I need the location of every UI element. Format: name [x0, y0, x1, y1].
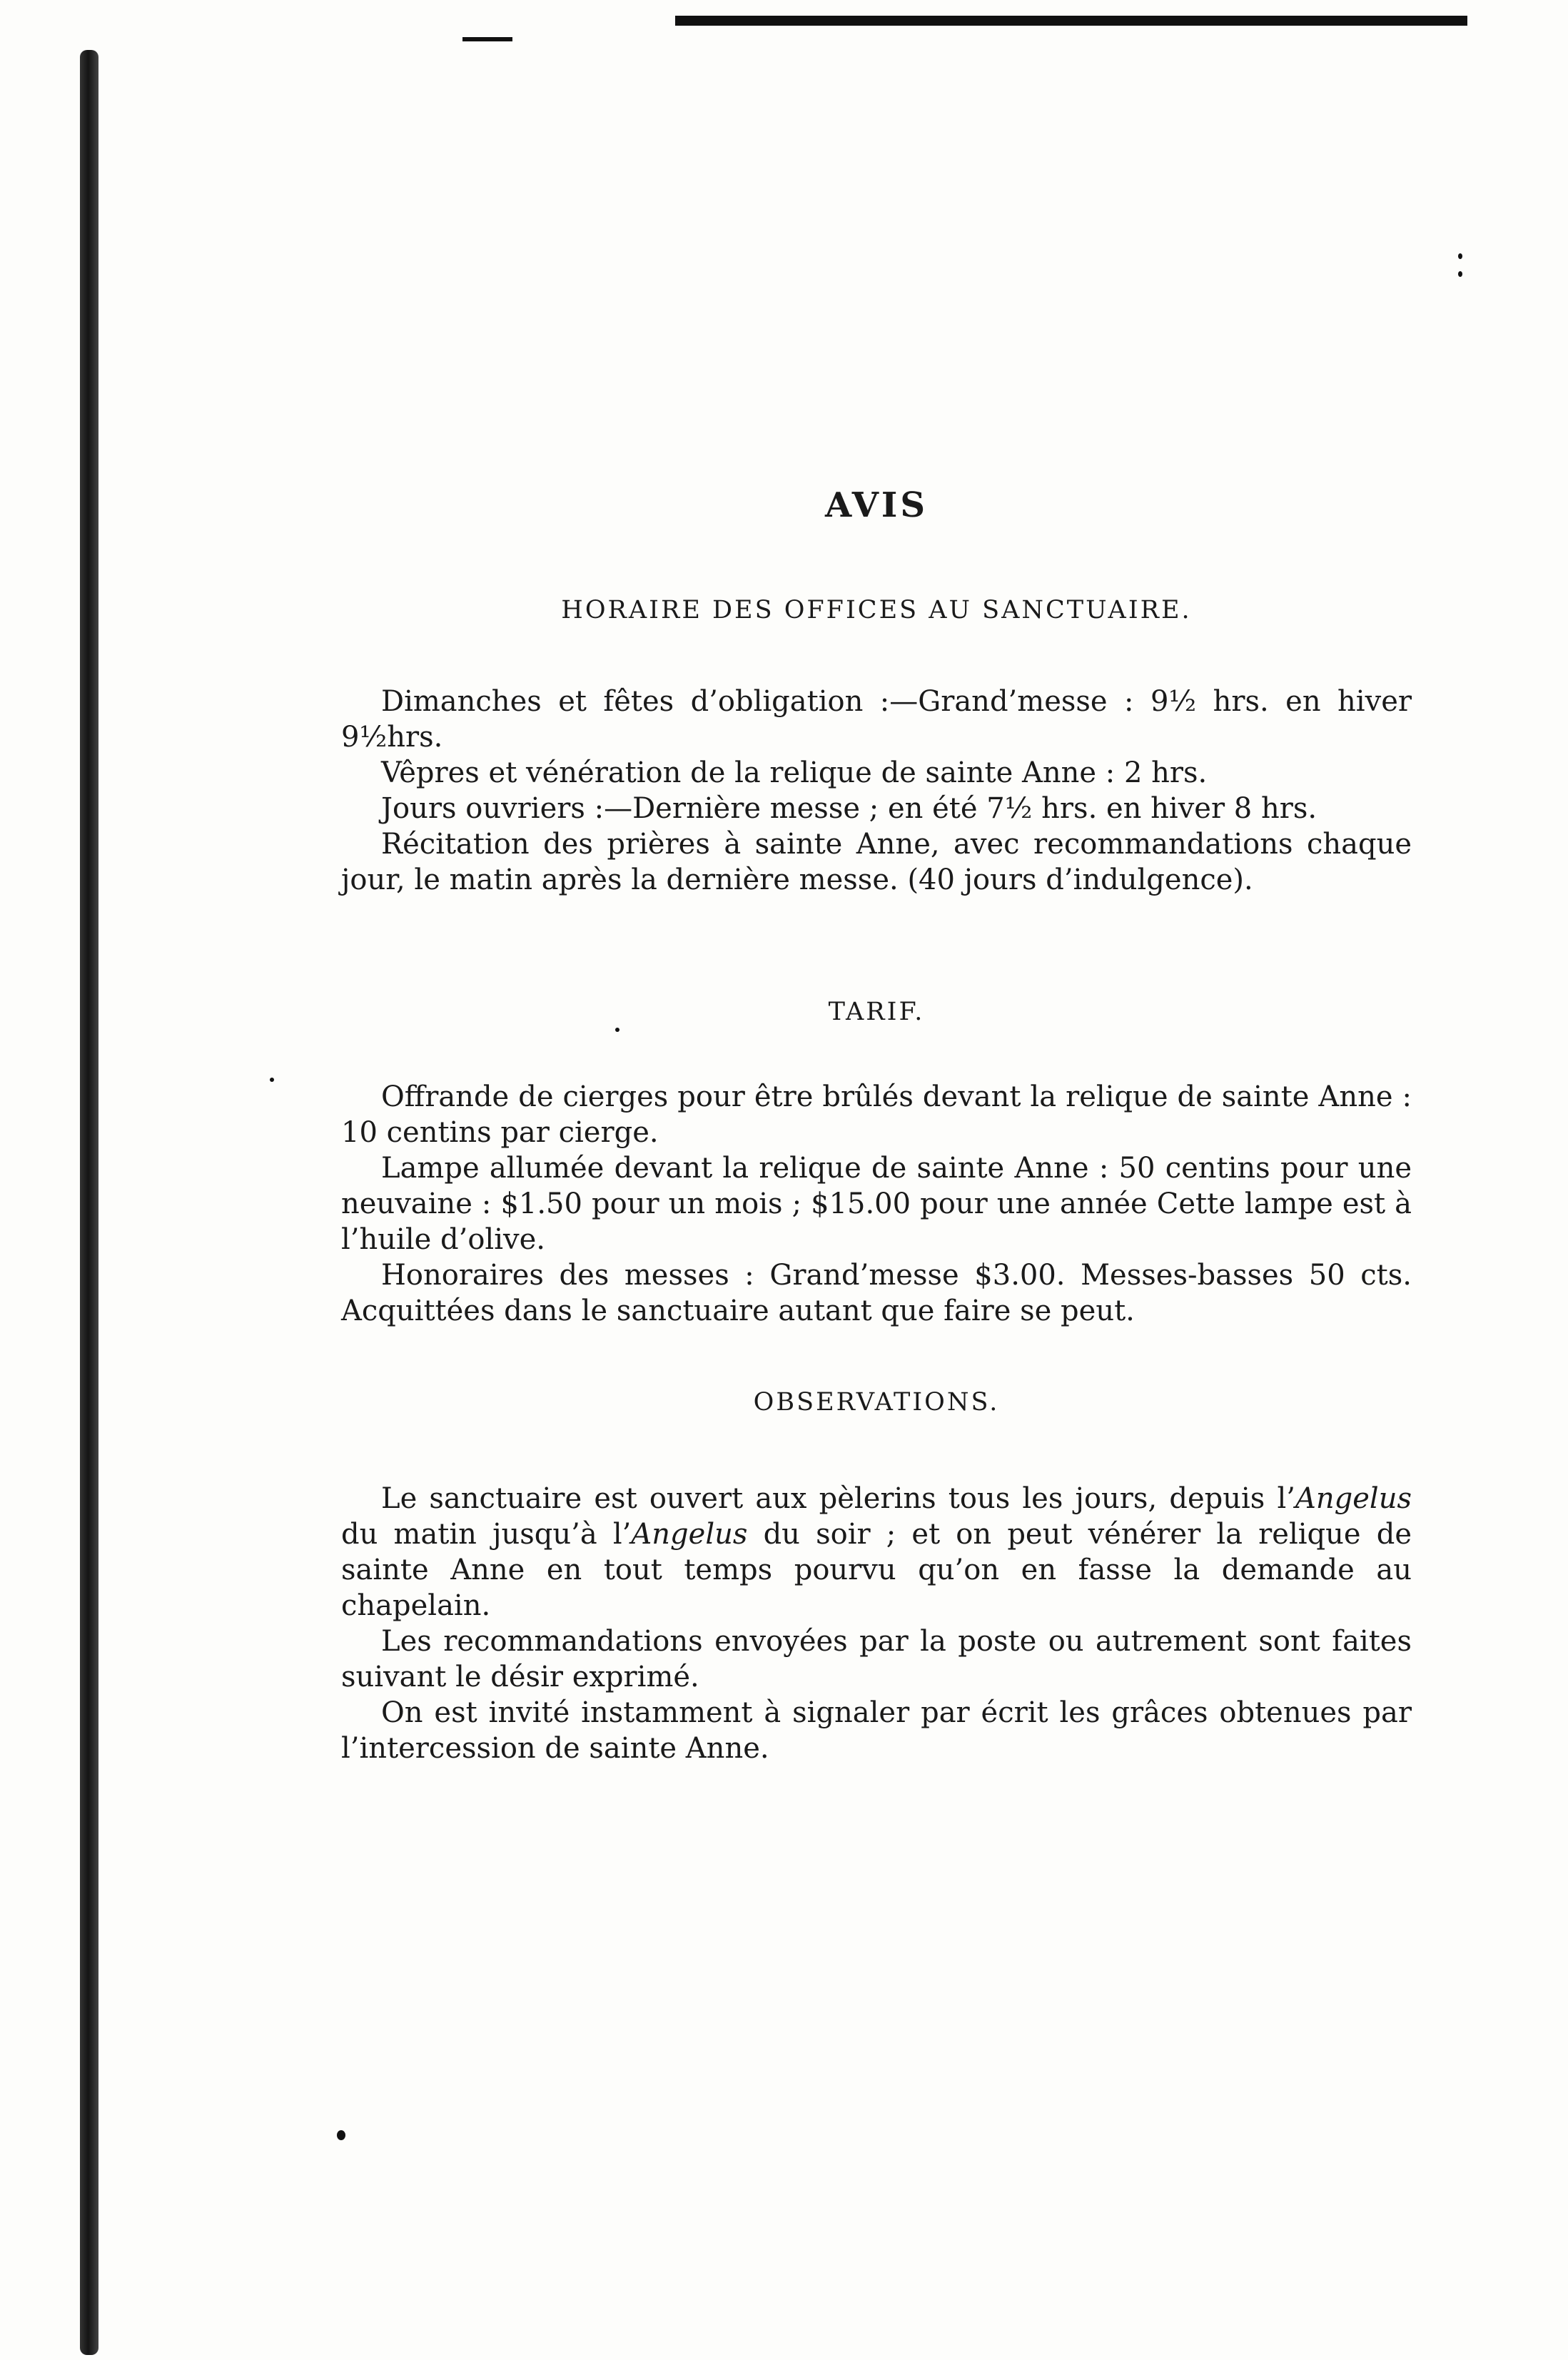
- observations-paragraph: Les recommandations envoyées par la poste ou autrement sont faites suivant le désir exprimé.: [341, 1625, 1412, 1693]
- heading-tarif: TARIF.: [828, 998, 925, 1026]
- speck: [1458, 253, 1462, 259]
- speck: [337, 2130, 345, 2140]
- top-rule-short: [462, 37, 512, 41]
- tarif-paragraph: Honoraires des messes : Grand’messe $3.00. Messes-basses 50 cts. Acquittées dans le sanctuaire autant que faire se peut.: [341, 1259, 1412, 1327]
- observations-paragraph: On est invité instamment à signaler par écrit les grâces obtenues par l’intercession de sainte Anne.: [341, 1696, 1412, 1765]
- obs-text: du matin jusqu’à l’: [341, 1518, 632, 1551]
- heading-horaire: HORAIRE DES OFFICES AU SANCTUAIRE.: [561, 596, 1192, 624]
- tarif-section: [341, 1079, 1412, 1329]
- horaire-paragraph: Récitation des prières à sainte Anne, avec recommandations chaque jour, le matin après la dernière messe. (40 jours d’indulgence).: [341, 828, 1412, 896]
- tarif-paragraph: Offrande de cierges pour être brûlés devant la relique de sainte Anne : 10 centins par cierge.: [341, 1080, 1412, 1149]
- speck: [615, 1028, 619, 1032]
- horaire-paragraph: Dimanches et fêtes d’obligation :—Grand’messe : 9½ hrs. en hiver 9½hrs.: [341, 685, 1412, 754]
- speck: [270, 1078, 274, 1082]
- top-rule: [675, 16, 1467, 26]
- observations-section: [341, 1481, 1412, 1766]
- angelus-italic: Angelus: [1295, 1482, 1412, 1515]
- horaire-section: [341, 684, 1412, 898]
- title-avis: AVIS: [824, 485, 929, 525]
- horaire-paragraph: Jours ouvriers :—Dernière messe ; en été 7½ hrs. en hiver 8 hrs.: [381, 792, 1317, 825]
- heading-observations: OBSERVATIONS.: [753, 1388, 1000, 1417]
- binding-edge: [80, 50, 98, 2355]
- angelus-italic: Angelus: [631, 1518, 748, 1551]
- obs-text: du soir ; et on peut vénérer la relique de sainte Anne en tout temps pourvu qu’on en fasse la demande au chapelain.: [341, 1518, 1412, 1622]
- tarif-paragraph: Lampe allumée devant la relique de sainte Anne : 50 centins pour une neuvaine : $1.50 pour un mois ; $15.00 pour une année Cette lampe est à l’huile d’olive.: [341, 1152, 1412, 1256]
- observations-paragraph: [341, 1481, 1412, 1624]
- horaire-paragraph: Vêpres et vénération de la relique de sainte Anne : 2 hrs.: [381, 756, 1208, 789]
- speck: [1458, 271, 1462, 277]
- obs-text: Le sanctuaire est ouvert aux pèlerins tous les jours, depuis l’: [381, 1482, 1295, 1515]
